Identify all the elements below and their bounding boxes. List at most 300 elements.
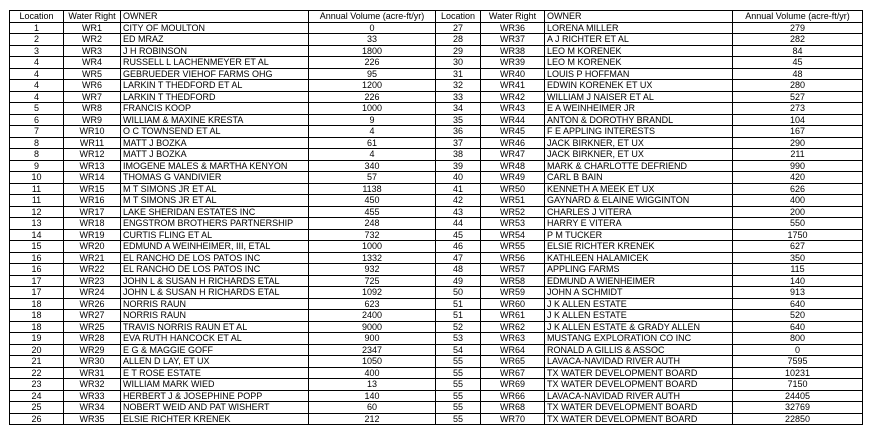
cell-annual-volume-right: 273 xyxy=(733,103,863,115)
cell-location-left: 8 xyxy=(10,149,64,161)
cell-water-right-left: WR32 xyxy=(64,379,121,391)
cell-owner-right: ANTON & DOROTHY BRANDL xyxy=(545,114,733,126)
table-row xyxy=(10,137,863,149)
cell-owner-right: HARRY E VITERA xyxy=(545,218,733,230)
cell-location-left: 8 xyxy=(10,137,64,149)
cell-location-right: 40 xyxy=(436,172,481,184)
cell-water-right-left: WR1 xyxy=(64,22,121,34)
cell-owner-left: E G & MAGGIE GOFF xyxy=(121,344,309,356)
column-header-annual-volume-right: Annual Volume (acre-ft/yr) xyxy=(733,11,863,23)
cell-owner-right: LAVACA-NAVIDAD RIVER AUTH xyxy=(545,356,733,368)
cell-owner-left: ED MRAZ xyxy=(121,34,309,46)
cell-annual-volume-right: 520 xyxy=(733,310,863,322)
cell-location-right: 34 xyxy=(436,103,481,115)
cell-owner-right: TX WATER DEVELOPMENT BOARD xyxy=(545,379,733,391)
cell-owner-left: WILLIAM MARK WIED xyxy=(121,379,309,391)
cell-location-left: 3 xyxy=(10,45,64,57)
cell-water-right-left: WR17 xyxy=(64,206,121,218)
table-row xyxy=(10,264,863,276)
cell-owner-right: A J RICHTER ET AL xyxy=(545,34,733,46)
cell-location-left: 25 xyxy=(10,402,64,414)
cell-location-left: 15 xyxy=(10,241,64,253)
cell-water-right-left: WR25 xyxy=(64,321,121,333)
cell-owner-right: JACK BIRKNER, ET UX xyxy=(545,137,733,149)
cell-water-right-left: WR23 xyxy=(64,275,121,287)
table-row xyxy=(10,344,863,356)
cell-water-right-left: WR19 xyxy=(64,229,121,241)
table-row xyxy=(10,287,863,299)
cell-water-right-left: WR30 xyxy=(64,356,121,368)
column-header-annual-volume-left: Annual Volume (acre-ft/yr) xyxy=(309,11,436,23)
cell-location-left: 4 xyxy=(10,57,64,69)
table-row xyxy=(10,45,863,57)
cell-location-left: 21 xyxy=(10,356,64,368)
cell-owner-right: TX WATER DEVELOPMENT BOARD xyxy=(545,413,733,425)
cell-owner-right: RONALD A GILLIS & ASSOC xyxy=(545,344,733,356)
cell-location-right: 51 xyxy=(436,310,481,322)
cell-annual-volume-right: 0 xyxy=(733,344,863,356)
cell-water-right-right: WR42 xyxy=(481,91,545,103)
cell-water-right-right: WR41 xyxy=(481,80,545,92)
cell-annual-volume-right: 48 xyxy=(733,68,863,80)
cell-location-right: 55 xyxy=(436,413,481,425)
table-row xyxy=(10,57,863,69)
cell-annual-volume-left: 1000 xyxy=(309,103,436,115)
cell-location-right: 33 xyxy=(436,91,481,103)
cell-water-right-right: WR69 xyxy=(481,379,545,391)
cell-location-left: 7 xyxy=(10,126,64,138)
cell-water-right-left: WR13 xyxy=(64,160,121,172)
cell-annual-volume-right: 1750 xyxy=(733,229,863,241)
cell-water-right-right: WR64 xyxy=(481,344,545,356)
cell-location-left: 6 xyxy=(10,114,64,126)
cell-location-right: 55 xyxy=(436,402,481,414)
table-row xyxy=(10,80,863,92)
table-row xyxy=(10,34,863,46)
cell-water-right-right: WR65 xyxy=(481,356,545,368)
cell-annual-volume-left: 4 xyxy=(309,126,436,138)
cell-water-right-left: WR21 xyxy=(64,252,121,264)
cell-annual-volume-left: 212 xyxy=(309,413,436,425)
cell-water-right-left: WR14 xyxy=(64,172,121,184)
table-row xyxy=(10,252,863,264)
cell-owner-right: CHARLES J VITERA xyxy=(545,206,733,218)
cell-owner-left: J H ROBINSON xyxy=(121,45,309,57)
cell-annual-volume-right: 350 xyxy=(733,252,863,264)
cell-water-right-right: WR37 xyxy=(481,34,545,46)
cell-location-right: 46 xyxy=(436,241,481,253)
cell-location-right: 49 xyxy=(436,275,481,287)
cell-annual-volume-left: 95 xyxy=(309,68,436,80)
cell-owner-left: LARKIN T THEDFORD xyxy=(121,91,309,103)
cell-water-right-right: WR55 xyxy=(481,241,545,253)
cell-owner-right: MARK & CHARLOTTE DEFRIEND xyxy=(545,160,733,172)
cell-water-right-left: WR10 xyxy=(64,126,121,138)
cell-owner-left: JOHN L & SUSAN H RICHARDS ETAL xyxy=(121,275,309,287)
cell-location-right: 50 xyxy=(436,287,481,299)
cell-owner-right: ELSIE RICHTER KRENEK xyxy=(545,241,733,253)
cell-location-left: 10 xyxy=(10,172,64,184)
cell-location-right: 48 xyxy=(436,264,481,276)
cell-location-left: 23 xyxy=(10,379,64,391)
cell-annual-volume-right: 279 xyxy=(733,22,863,34)
cell-water-right-left: WR24 xyxy=(64,287,121,299)
cell-water-right-right: WR39 xyxy=(481,57,545,69)
cell-location-right: 44 xyxy=(436,218,481,230)
cell-owner-left: WILLIAM & MAXINE KRESTA xyxy=(121,114,309,126)
cell-owner-right: TX WATER DEVELOPMENT BOARD xyxy=(545,402,733,414)
cell-owner-right: P M TUCKER xyxy=(545,229,733,241)
cell-owner-right: JOHN A SCHMIDT xyxy=(545,287,733,299)
cell-location-right: 41 xyxy=(436,183,481,195)
table-row xyxy=(10,379,863,391)
cell-owner-left: ELSIE RICHTER KRENEK xyxy=(121,413,309,425)
cell-annual-volume-left: 455 xyxy=(309,206,436,218)
cell-owner-left: NORRIS RAUN xyxy=(121,310,309,322)
cell-water-right-left: WR9 xyxy=(64,114,121,126)
cell-location-left: 14 xyxy=(10,229,64,241)
cell-annual-volume-left: 725 xyxy=(309,275,436,287)
cell-water-right-left: WR34 xyxy=(64,402,121,414)
cell-water-right-left: WR18 xyxy=(64,218,121,230)
column-header-location-right: Location xyxy=(436,11,481,23)
cell-water-right-right: WR48 xyxy=(481,160,545,172)
cell-annual-volume-left: 226 xyxy=(309,57,436,69)
cell-water-right-right: WR62 xyxy=(481,321,545,333)
cell-annual-volume-right: 913 xyxy=(733,287,863,299)
cell-owner-left: EL RANCHO DE LOS PATOS INC xyxy=(121,264,309,276)
cell-annual-volume-right: 290 xyxy=(733,137,863,149)
cell-owner-right: J K ALLEN ESTATE & GRADY ALLEN xyxy=(545,321,733,333)
cell-annual-volume-left: 2400 xyxy=(309,310,436,322)
cell-water-right-left: WR11 xyxy=(64,137,121,149)
table-row xyxy=(10,195,863,207)
cell-location-right: 45 xyxy=(436,229,481,241)
cell-water-right-left: WR3 xyxy=(64,45,121,57)
table-row xyxy=(10,241,863,253)
cell-owner-left: EL RANCHO DE LOS PATOS INC xyxy=(121,252,309,264)
cell-owner-right: TX WATER DEVELOPMENT BOARD xyxy=(545,367,733,379)
cell-owner-left: E T ROSE ESTATE xyxy=(121,367,309,379)
cell-water-right-right: WR47 xyxy=(481,149,545,161)
table-row xyxy=(10,413,863,425)
cell-owner-right: WILLIAM J NAISER ET AL xyxy=(545,91,733,103)
cell-location-right: 51 xyxy=(436,298,481,310)
cell-water-right-right: WR61 xyxy=(481,310,545,322)
water-rights-table xyxy=(9,10,863,425)
cell-location-right: 36 xyxy=(436,126,481,138)
cell-location-right: 28 xyxy=(436,34,481,46)
cell-annual-volume-left: 1000 xyxy=(309,241,436,253)
table-row xyxy=(10,321,863,333)
cell-water-right-right: WR40 xyxy=(481,68,545,80)
cell-annual-volume-left: 61 xyxy=(309,137,436,149)
cell-location-left: 11 xyxy=(10,195,64,207)
cell-location-left: 4 xyxy=(10,80,64,92)
cell-location-left: 5 xyxy=(10,103,64,115)
cell-location-right: 31 xyxy=(436,68,481,80)
cell-annual-volume-right: 400 xyxy=(733,195,863,207)
cell-annual-volume-right: 140 xyxy=(733,275,863,287)
cell-water-right-right: WR66 xyxy=(481,390,545,402)
cell-water-right-right: WR60 xyxy=(481,298,545,310)
table-row xyxy=(10,114,863,126)
cell-location-right: 53 xyxy=(436,333,481,345)
cell-annual-volume-left: 0 xyxy=(309,22,436,34)
cell-owner-right: KENNETH A MEEK ET UX xyxy=(545,183,733,195)
cell-annual-volume-right: 104 xyxy=(733,114,863,126)
column-header-owner-right: OWNER xyxy=(545,11,733,23)
cell-location-right: 47 xyxy=(436,252,481,264)
cell-location-right: 35 xyxy=(436,114,481,126)
cell-water-right-right: WR50 xyxy=(481,183,545,195)
cell-annual-volume-left: 732 xyxy=(309,229,436,241)
cell-water-right-right: WR51 xyxy=(481,195,545,207)
column-header-location-left: Location xyxy=(10,11,64,23)
column-header-water-right-right: Water Right xyxy=(481,11,545,23)
cell-owner-left: ALLEN D LAY, ET UX xyxy=(121,356,309,368)
cell-location-right: 38 xyxy=(436,149,481,161)
cell-annual-volume-left: 33 xyxy=(309,34,436,46)
cell-owner-right: F E APPLING INTERESTS xyxy=(545,126,733,138)
cell-annual-volume-left: 450 xyxy=(309,195,436,207)
cell-owner-left: THOMAS G VANDIVIER xyxy=(121,172,309,184)
cell-owner-left: EDMUND A WEINHEIMER, III, ETAL xyxy=(121,241,309,253)
table-row xyxy=(10,367,863,379)
cell-annual-volume-right: 32769 xyxy=(733,402,863,414)
cell-owner-right: E A WEINHEIMER JR xyxy=(545,103,733,115)
cell-owner-right: APPLING FARMS xyxy=(545,264,733,276)
cell-annual-volume-left: 1092 xyxy=(309,287,436,299)
cell-water-right-right: WR68 xyxy=(481,402,545,414)
cell-annual-volume-right: 282 xyxy=(733,34,863,46)
cell-annual-volume-left: 9 xyxy=(309,114,436,126)
cell-annual-volume-left: 1200 xyxy=(309,80,436,92)
cell-location-right: 29 xyxy=(436,45,481,57)
table-row xyxy=(10,149,863,161)
cell-location-right: 55 xyxy=(436,367,481,379)
cell-annual-volume-right: 280 xyxy=(733,80,863,92)
cell-location-left: 22 xyxy=(10,367,64,379)
cell-owner-right: LORENA MILLER xyxy=(545,22,733,34)
cell-location-right: 30 xyxy=(436,57,481,69)
cell-owner-left: LARKIN T THEDFORD ET AL xyxy=(121,80,309,92)
cell-annual-volume-left: 140 xyxy=(309,390,436,402)
cell-annual-volume-right: 84 xyxy=(733,45,863,57)
cell-water-right-left: WR7 xyxy=(64,91,121,103)
cell-water-right-right: WR67 xyxy=(481,367,545,379)
table-row xyxy=(10,206,863,218)
cell-water-right-left: WR4 xyxy=(64,57,121,69)
cell-owner-right: LEO M KORENEK xyxy=(545,45,733,57)
cell-annual-volume-right: 626 xyxy=(733,183,863,195)
cell-owner-right: KATHLEEN HALAMICEK xyxy=(545,252,733,264)
cell-water-right-left: WR8 xyxy=(64,103,121,115)
cell-annual-volume-left: 623 xyxy=(309,298,436,310)
table-row xyxy=(10,275,863,287)
cell-location-right: 55 xyxy=(436,379,481,391)
cell-annual-volume-right: 627 xyxy=(733,241,863,253)
cell-annual-volume-left: 60 xyxy=(309,402,436,414)
cell-water-right-right: WR45 xyxy=(481,126,545,138)
table-row xyxy=(10,218,863,230)
cell-location-right: 32 xyxy=(436,80,481,92)
cell-location-left: 11 xyxy=(10,183,64,195)
cell-annual-volume-right: 200 xyxy=(733,206,863,218)
table-row xyxy=(10,68,863,80)
cell-owner-right: J K ALLEN ESTATE xyxy=(545,298,733,310)
table-row xyxy=(10,91,863,103)
column-header-water-right-left: Water Right xyxy=(64,11,121,23)
cell-annual-volume-right: 211 xyxy=(733,149,863,161)
cell-owner-right: EDWIN KORENEK ET UX xyxy=(545,80,733,92)
cell-owner-left: MATT J BOZKA xyxy=(121,137,309,149)
cell-annual-volume-right: 800 xyxy=(733,333,863,345)
cell-annual-volume-right: 7150 xyxy=(733,379,863,391)
table-row xyxy=(10,160,863,172)
cell-water-right-right: WR38 xyxy=(481,45,545,57)
cell-location-left: 16 xyxy=(10,264,64,276)
cell-water-right-right: WR43 xyxy=(481,103,545,115)
cell-water-right-left: WR6 xyxy=(64,80,121,92)
cell-annual-volume-right: 550 xyxy=(733,218,863,230)
cell-annual-volume-left: 932 xyxy=(309,264,436,276)
cell-location-left: 4 xyxy=(10,91,64,103)
cell-annual-volume-left: 340 xyxy=(309,160,436,172)
cell-location-left: 17 xyxy=(10,275,64,287)
cell-owner-left: NOBERT WEID AND PAT WISHERT xyxy=(121,402,309,414)
cell-location-left: 12 xyxy=(10,206,64,218)
cell-location-left: 9 xyxy=(10,160,64,172)
cell-owner-left: RUSSELL L LACHENMEYER ET AL xyxy=(121,57,309,69)
table-row xyxy=(10,229,863,241)
cell-water-right-left: WR33 xyxy=(64,390,121,402)
cell-owner-left: HERBERT J & JOSEPHINE POPP xyxy=(121,390,309,402)
cell-location-left: 20 xyxy=(10,344,64,356)
cell-owner-left: IMOGENE MALES & MARTHA KENYON xyxy=(121,160,309,172)
cell-owner-left: M T SIMONS JR ET AL xyxy=(121,195,309,207)
cell-owner-left: CURTIS FLING ET AL xyxy=(121,229,309,241)
cell-location-right: 55 xyxy=(436,390,481,402)
cell-annual-volume-left: 9000 xyxy=(309,321,436,333)
cell-location-left: 2 xyxy=(10,34,64,46)
cell-location-left: 17 xyxy=(10,287,64,299)
cell-annual-volume-right: 990 xyxy=(733,160,863,172)
cell-annual-volume-left: 248 xyxy=(309,218,436,230)
cell-annual-volume-left: 226 xyxy=(309,91,436,103)
table-row xyxy=(10,126,863,138)
cell-owner-right: J K ALLEN ESTATE xyxy=(545,310,733,322)
cell-annual-volume-right: 527 xyxy=(733,91,863,103)
cell-owner-right: EDMUND A WIENHEIMER xyxy=(545,275,733,287)
cell-owner-right: CARL B BAIN xyxy=(545,172,733,184)
cell-annual-volume-right: 10231 xyxy=(733,367,863,379)
cell-owner-left: TRAVIS NORRIS RAUN ET AL xyxy=(121,321,309,333)
cell-annual-volume-left: 2347 xyxy=(309,344,436,356)
cell-annual-volume-left: 57 xyxy=(309,172,436,184)
cell-owner-right: JACK BIRKNER, ET UX xyxy=(545,149,733,161)
cell-annual-volume-left: 1800 xyxy=(309,45,436,57)
table-body xyxy=(10,22,863,425)
table-row xyxy=(10,390,863,402)
cell-water-right-right: WR59 xyxy=(481,287,545,299)
cell-annual-volume-right: 115 xyxy=(733,264,863,276)
cell-annual-volume-right: 24405 xyxy=(733,390,863,402)
cell-location-right: 55 xyxy=(436,356,481,368)
cell-water-right-left: WR31 xyxy=(64,367,121,379)
cell-owner-left: O C TOWNSEND ET AL xyxy=(121,126,309,138)
cell-water-right-right: WR58 xyxy=(481,275,545,287)
cell-annual-volume-right: 7595 xyxy=(733,356,863,368)
cell-location-left: 19 xyxy=(10,333,64,345)
cell-location-left: 18 xyxy=(10,298,64,310)
cell-annual-volume-right: 640 xyxy=(733,321,863,333)
cell-location-right: 27 xyxy=(436,22,481,34)
cell-water-right-left: WR35 xyxy=(64,413,121,425)
table-row xyxy=(10,402,863,414)
cell-water-right-right: WR46 xyxy=(481,137,545,149)
cell-owner-left: MATT J BOZKA xyxy=(121,149,309,161)
cell-owner-left: EVA RUTH HANCOCK ET AL xyxy=(121,333,309,345)
cell-location-right: 39 xyxy=(436,160,481,172)
cell-owner-right: LOUIS P HOFFMAN xyxy=(545,68,733,80)
table-row xyxy=(10,356,863,368)
table-row xyxy=(10,183,863,195)
cell-annual-volume-left: 13 xyxy=(309,379,436,391)
cell-location-left: 18 xyxy=(10,310,64,322)
cell-owner-left: JOHN L & SUSAN H RICHARDS ETAL xyxy=(121,287,309,299)
cell-water-right-left: WR29 xyxy=(64,344,121,356)
cell-location-left: 26 xyxy=(10,413,64,425)
cell-annual-volume-left: 1138 xyxy=(309,183,436,195)
cell-owner-left: NORRIS RAUN xyxy=(121,298,309,310)
cell-annual-volume-right: 420 xyxy=(733,172,863,184)
cell-water-right-right: WR49 xyxy=(481,172,545,184)
header-row xyxy=(10,11,863,23)
cell-water-right-left: WR27 xyxy=(64,310,121,322)
cell-owner-right: LAVACA-NAVIDAD RIVER AUTH xyxy=(545,390,733,402)
cell-location-left: 1 xyxy=(10,22,64,34)
cell-owner-left: LAKE SHERIDAN ESTATES INC xyxy=(121,206,309,218)
cell-water-right-left: WR16 xyxy=(64,195,121,207)
cell-location-right: 52 xyxy=(436,321,481,333)
cell-owner-left: CITY OF MOULTON xyxy=(121,22,309,34)
cell-owner-left: M T SIMONS JR ET AL xyxy=(121,183,309,195)
cell-water-right-right: WR53 xyxy=(481,218,545,230)
cell-water-right-left: WR20 xyxy=(64,241,121,253)
cell-location-right: 42 xyxy=(436,195,481,207)
cell-owner-right: MUSTANG EXPLORATION CO INC xyxy=(545,333,733,345)
cell-annual-volume-left: 1050 xyxy=(309,356,436,368)
table-row xyxy=(10,103,863,115)
cell-water-right-right: WR57 xyxy=(481,264,545,276)
cell-owner-right: GAYNARD & ELAINE WIGGINTON xyxy=(545,195,733,207)
cell-water-right-left: WR15 xyxy=(64,183,121,195)
cell-water-right-left: WR12 xyxy=(64,149,121,161)
cell-location-left: 4 xyxy=(10,68,64,80)
cell-owner-left: GEBRUEDER VIEHOF FARMS OHG xyxy=(121,68,309,80)
cell-water-right-left: WR2 xyxy=(64,34,121,46)
cell-water-right-right: WR44 xyxy=(481,114,545,126)
cell-water-right-right: WR70 xyxy=(481,413,545,425)
table-row xyxy=(10,22,863,34)
table-row xyxy=(10,172,863,184)
cell-annual-volume-right: 45 xyxy=(733,57,863,69)
cell-annual-volume-right: 167 xyxy=(733,126,863,138)
cell-location-left: 18 xyxy=(10,321,64,333)
cell-annual-volume-left: 900 xyxy=(309,333,436,345)
cell-water-right-right: WR36 xyxy=(481,22,545,34)
